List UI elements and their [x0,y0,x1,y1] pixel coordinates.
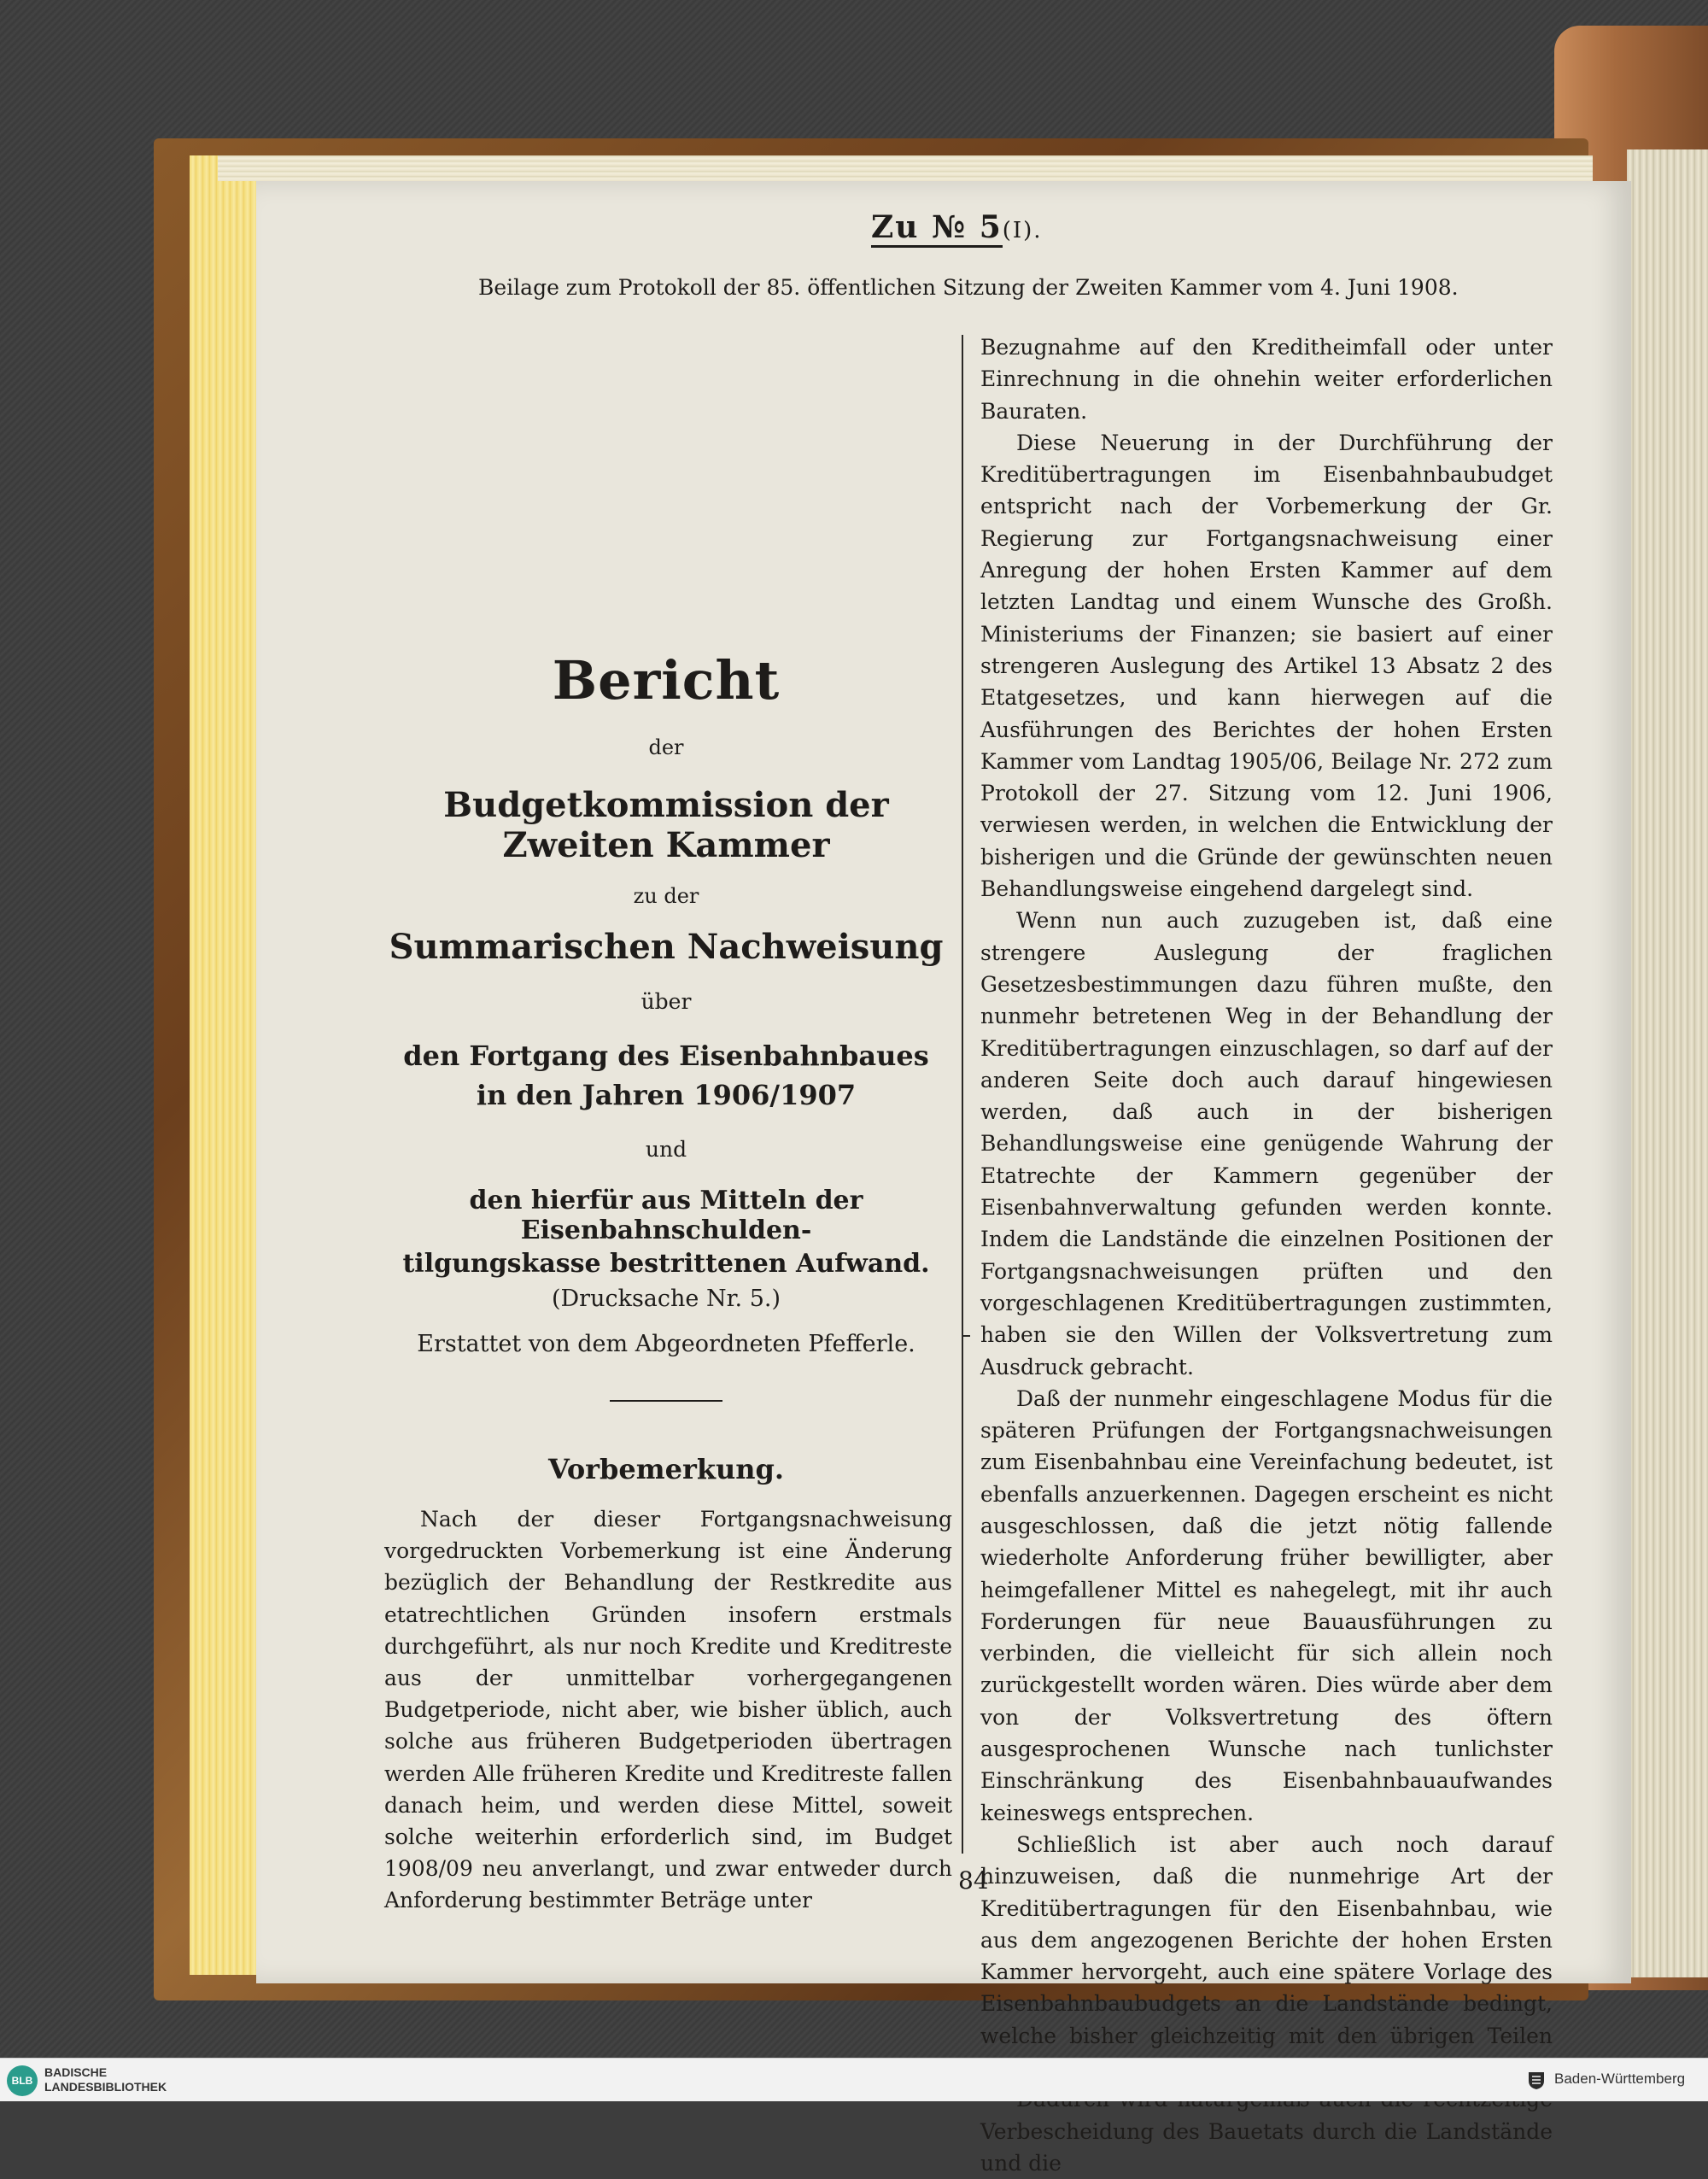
summary-title: Summarischen Nachweisung [389,927,944,967]
right-paragraph-1: Diese Neuerung in der Durchführung der Kreditübertragungen im Eisenbahnbaubudget entspricht nach der Vorbemerkung der Gr. Regierung zur Fortgangsnachweisung einer Anregung der hohen Ersten Kammer auf dem letzten Landtag und einem Wunsche des Großh. Ministeriums der Finanzen; sie basiert auf einer strengeren Auslegung des Artikel 13 Absatz 2 des Etatgesetzes, und kann hierwegen auf die Ausführungen des Berichtes der hohen Ersten Kammer vom Landtag 1905/06, Beilage Nr. 272 zum Protokoll der 27. Sitzung vom 12. Juni 1906, verwiesen werden, in welchen die Entwicklung der bisherigen und die Gründe der gewünschten neuen Behandlungsweise eingehend dargelegt sind. [980,430,1553,902]
viewer-footer [0,2058,1708,2101]
column-divider-tick [962,1335,970,1337]
coat-of-arms-icon [1525,2069,1547,2091]
vorbemerkung-paragraph: Nach der dieser Fortgangsnachweisung vorgedruckten Vorbemerkung ist eine Änderung bezüglich der Behandlung der Restkredite aus etatrechtlichen Gründen insofern erstmals durchgeführt, als nur noch Kredite und Kreditreste aus der unmittelbar vorhergegangenen Budgetperiode, nicht aber, wie bisher üblich, auch solche aus früheren Budgetperioden übertragen werden Alle früheren Kredite und Kreditreste fallen danach heim, und werden diese Mittel, soweit solche weiterhin erforderlich sind, im Budget 1908/09 neu anverlangt, und zwar entweder durch Anforderung bestimmter Beträge unter [384,1507,952,1913]
beilage-line: Beilage zum Protokoll der 85. öffentlichen Sitzung der Zweiten Kammer vom 4. Juni 1908. [478,275,1459,300]
right-paragraph-3: Daß der nunmehr eingeschlagene Modus für die späteren Prüfungen der Fortgangsnachweisungen zum Eisenbahnbau eine Vereinfachung bedeutet, ist ebenfalls anzuerkennen. Dagegen erscheint es nicht ausgeschlossen, daß die jetzt nötig fallende wiederholte Anforderung früher bewilligter, aber heimgefallener Mittel es nahegelegt, mit ihr auch Forderungen für neue Bauausführungen zu verbinden, die vielleicht für sich allein noch zurückgestellt worden wären. Dies würde aber dem von der Volksvertretung des öftern ausgesprochenen Wunsche nach tunlichster Einschränkung des Eisenbahnbauaufwandes keineswegs entsprechen. [980,1385,1553,1825]
title-und: und [645,1137,687,1162]
erstattet: Erstattet von dem Abgeordneten Pfefferle. [417,1331,915,1357]
library-name[interactable]: BADISCHE LANDESBIBLIOTHEK [44,2065,167,2094]
right-paragraph-5: Verbescheidung des Bauetats durch die Landstände und die [980,2118,1553,2176]
title-der: der [648,735,684,759]
fortgang-title: den Fortgang des Eisenbahnbaues [403,1040,929,1072]
state-name[interactable]: Baden-Württemberg [1554,2071,1686,2087]
right-paragraph-2: Wenn nun auch zuzugeben ist, daß eine strengere Auslegung der fraglichen Gesetzesbestimmungen dazu führen mußte, den nunmehr betretenen Weg in der Behandlung der Kreditübertragungen einzuschlagen, so darf auf der anderen Seite doch auch darauf hingewiesen werden, daß auch in der bisherigen Behandlungsweise eine genügende Wahrung der Etatrechte der Kammern gegenüber der Eisenbahnverwaltung gefunden werden konnte. Indem die Landstände die einzelnen Positionen der Fortgangsnachweisungen prüften und den vorgeschlagenen Kreditübertragungen zustimmten, haben sie den Willen der Volksvertretung zum Ausdruck gebracht. [980,908,1553,1379]
aufwand-line-1: den hierfür aus Mitteln der Eisenbahnschulden- [469,1186,863,1245]
vorbemerkung-body [384,1503,952,1917]
report-title: Bericht [552,649,781,712]
title-ueber: über [640,989,692,1014]
page-number: 84 [958,1866,989,1895]
right-paragraph-4: Schließlich ist aber auch noch darauf hinzuweisen, daß die nunmehrige Art der Kreditübertragungen für den Eisenbahnbau, wie aus dem angezogenen Berichte der hohen Ersten Kammer hervorgeht, auch eine spätere Vorlage des Eisenbahnbaubudgets an die Landstände bedingt, welche bisher gleichzeitig mit den übrigen Teilen [980,1831,1553,2048]
page-edge-top [218,155,1593,181]
right-column-text [980,331,1553,2179]
right-paragraph-0: Bezugnahme auf den Kreditheimfall oder unter Einrechnung in die ohnehin weiter erforderlichen Bauraten. [980,335,1553,424]
separator-rule [610,1400,722,1402]
jahren-title: in den Jahren 1906/1907 [476,1079,857,1111]
page-leaves-right [1627,149,1708,1977]
column-divider [962,335,963,1854]
title-block [384,649,948,1485]
aufwand-line-2: tilgungskasse bestrittenen Aufwand. [402,1249,930,1279]
document-number: Zu № 5(I). [871,209,1043,245]
vorbemerkung-heading: Vorbemerkung. [547,1453,785,1485]
commission-name: Budgetkommission der Zweiten Kammer [443,785,889,865]
blb-logo-icon[interactable]: BLB [7,2065,38,2096]
drucksache: (Drucksache Nr. 5.) [551,1286,781,1312]
title-zu-der: zu der [633,884,699,908]
